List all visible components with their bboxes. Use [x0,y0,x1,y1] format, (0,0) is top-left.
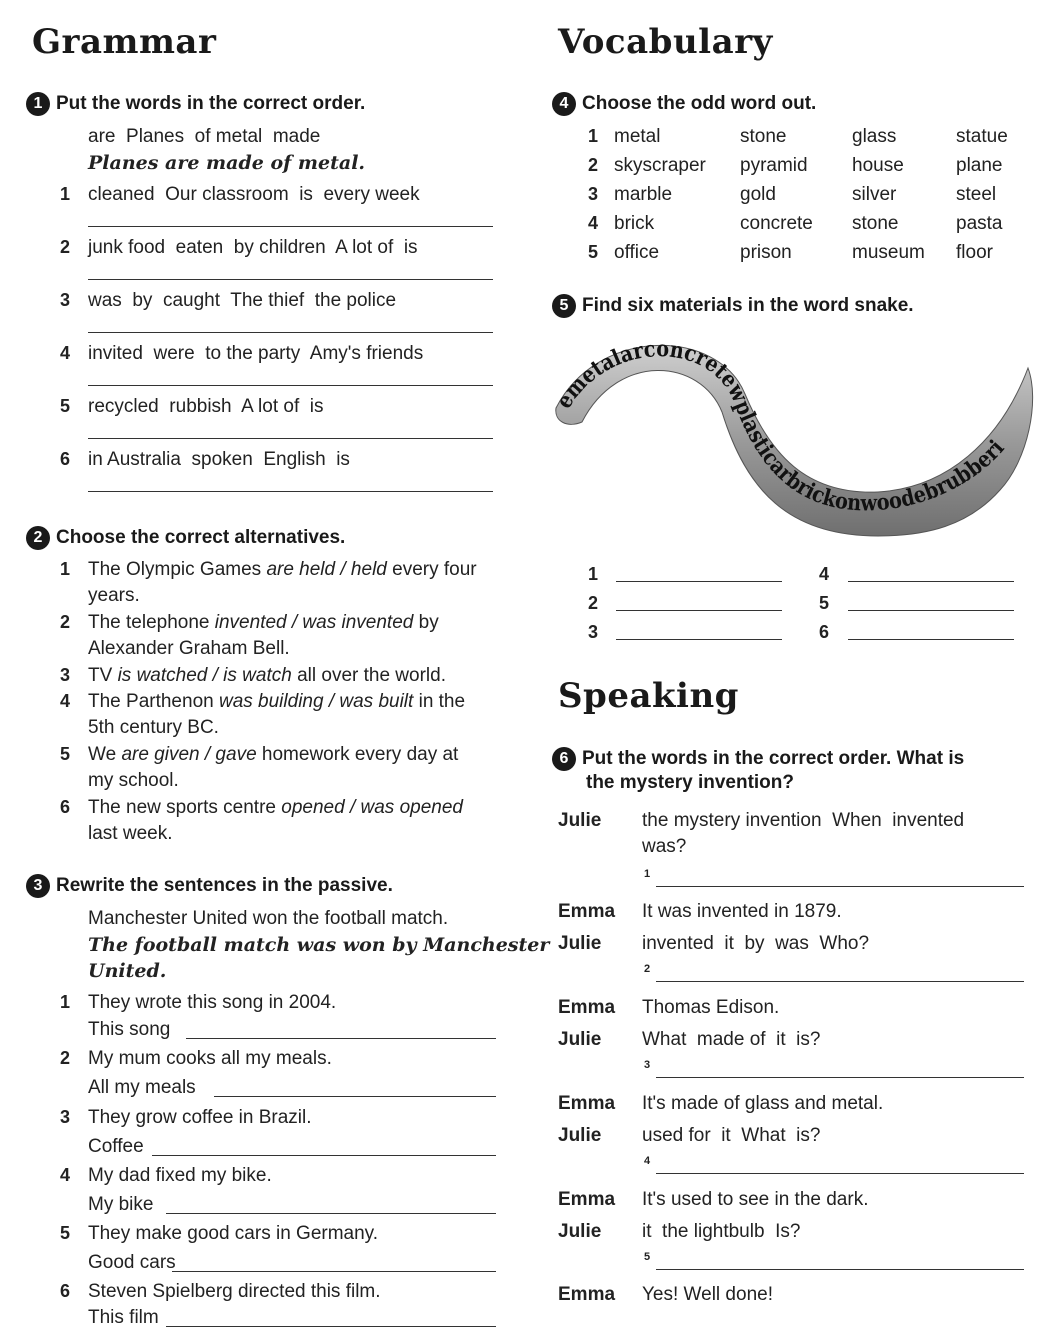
speaking-heading: Speaking [558,676,739,716]
alternatives[interactable]: was building / was built [218,691,414,712]
word-snake [548,330,1043,550]
ex2-item-1: 1 The Olympic Games are held / held every four years. [60,559,477,606]
ex2-item-4: 4 The Parthenon was building / was built in the 5th century BC. [60,691,466,738]
ex1-item-6: 6 in Australia spoken English is [60,449,350,470]
word-option[interactable]: metal [614,126,661,147]
snake-body [556,345,1033,536]
exercise-number: 6 [552,747,576,771]
exercise-number: 1 [26,92,50,116]
speaker-name: Julie [558,1125,602,1146]
exercise-3-title: 3 Rewrite the sentences in the passive. [26,874,393,898]
answer-line[interactable] [656,981,1024,982]
exercise-4-title: 4 Choose the odd word out. [552,92,816,116]
word-option[interactable]: glass [852,126,897,147]
ex1-item-4: 4 invited were to the party Amy's friends [60,343,424,364]
word-option[interactable]: concrete [740,213,813,234]
word-option[interactable]: house [852,155,904,176]
answer-line[interactable] [848,639,1014,640]
ex2-item-2: 2 The telephone invented / was invented by Alexander Graham Bell. [60,612,439,659]
word-option[interactable]: gold [740,184,776,205]
snake-blank-1: 1 [588,564,599,584]
exercise-number: 3 [26,874,50,898]
speaker-name: Julie [558,1221,602,1242]
exercise-number: 4 [552,92,576,116]
example-sentence: Manchester United won the football match. [88,908,449,929]
ex3-item-5: 5 They make good cars in Germany. Good cars [60,1223,379,1273]
word-option[interactable]: pasta [956,213,1003,234]
alternatives[interactable]: opened / was opened [281,797,463,818]
answer-line[interactable] [656,1173,1024,1174]
answer-line[interactable] [88,491,493,492]
answer-line[interactable] [656,1077,1024,1078]
alternatives[interactable]: invented / was invented [214,612,414,633]
speaker-name: Julie [558,810,602,831]
ex1-item-2: 2 junk food eaten by children A lot of is [60,237,418,258]
word-option[interactable]: silver [852,184,897,205]
word-option[interactable]: museum [852,242,925,263]
word-option[interactable]: floor [956,242,993,263]
answer-line[interactable] [88,279,493,280]
word-option[interactable]: marble [614,184,673,205]
ex1-item-5: 5 recycled rubbish A lot of is [60,396,324,417]
snake-blank-2: 2 [588,593,599,613]
alternatives[interactable]: are given / gave [121,744,257,765]
speaker-name: Emma [558,901,616,922]
word-option[interactable]: statue [956,126,1008,147]
answer-line[interactable] [166,1213,496,1214]
word-option[interactable]: pyramid [740,155,808,176]
snake-letters: emetalarconcretewplasticarbrickonwoodebrubberi [551,336,1011,517]
example-answer: Planes are made of metal. [88,152,366,174]
alternatives[interactable]: is watched / is watch [117,665,292,686]
answer-line[interactable] [186,1038,496,1039]
alternatives[interactable]: are held / held [266,559,387,580]
ex2-item-6: 6 The new sports centre opened / was opened last week. [60,797,463,844]
word-option[interactable]: plane [956,155,1003,176]
ex3-item-6: 6 Steven Spielberg directed this film. This film [60,1281,381,1328]
word-option[interactable]: prison [740,242,792,263]
word-option[interactable]: steel [956,184,997,205]
snake-blank-6: 6 [819,622,830,642]
exercise-6-title: 6 Put the words in the correct order. What is [552,747,964,771]
answer-line[interactable] [616,639,782,640]
answer-line[interactable] [88,226,493,227]
word-option[interactable]: skyscraper [614,155,706,176]
exercise-1-title: 1 Put the words in the correct order. [26,92,365,116]
answer-line[interactable] [88,332,493,333]
ex3-item-3: 3 They grow coffee in Brazil. Coffee [60,1107,312,1157]
exercise-5-title: 5 Find six materials in the word snake. [552,294,914,318]
answer-line[interactable] [848,581,1014,582]
answer-line[interactable] [656,1269,1024,1270]
exercise-6-title-cont: the mystery invention? [586,772,794,793]
word-option[interactable]: stone [852,213,899,234]
answer-line[interactable] [214,1096,496,1097]
snake-blank-5: 5 [819,593,830,613]
example-answer: The football match was won by Manchester [88,934,550,956]
ex3-item-2: 2 My mum cooks all my meals. All my meals [60,1048,332,1098]
ex1-item-3: 3 was by caught The thief the police [60,290,397,311]
answer-line[interactable] [88,385,493,386]
ex1-item-1: 1 cleaned Our classroom is every week [60,184,420,205]
speaker-name: Emma [558,1284,616,1305]
snake-blank-3: 3 [588,622,599,642]
exercise-number: 5 [552,294,576,318]
ex3-item-4: 4 My dad fixed my bike. My bike [60,1165,272,1215]
vocabulary-heading: Vocabulary [558,22,773,62]
ex2-item-5: 5 We are given / gave homework every day at my school. [60,744,459,791]
ex3-item-1: 1 They wrote this song in 2004. This song [60,992,337,1040]
answer-line[interactable] [166,1326,496,1327]
speaker-name: Julie [558,933,602,954]
example-answer-cont: United. [88,960,167,982]
answer-line[interactable] [88,438,493,439]
speaker-name: Emma [558,1189,616,1210]
speaker-name: Julie [558,1029,602,1050]
answer-line[interactable] [616,581,782,582]
word-option[interactable]: stone [740,126,787,147]
exercise-number: 2 [26,526,50,550]
answer-line[interactable] [848,610,1014,611]
ex2-item-3: 3 TV is watched / is watch all over the world. [60,665,446,686]
word-option[interactable]: brick [614,213,655,234]
answer-line[interactable] [656,886,1024,887]
snake-blank-4: 4 [819,564,830,584]
exercise-2-title: 2 Choose the correct alternatives. [26,526,345,550]
word-option[interactable]: office [614,242,660,263]
answer-line[interactable] [172,1271,496,1272]
answer-line[interactable] [616,610,782,611]
example-words: are Planes of metal made [88,126,321,147]
answer-line[interactable] [152,1155,496,1156]
grammar-heading: Grammar [32,22,217,62]
speaker-name: Emma [558,1093,616,1114]
speaker-name: Emma [558,997,616,1018]
